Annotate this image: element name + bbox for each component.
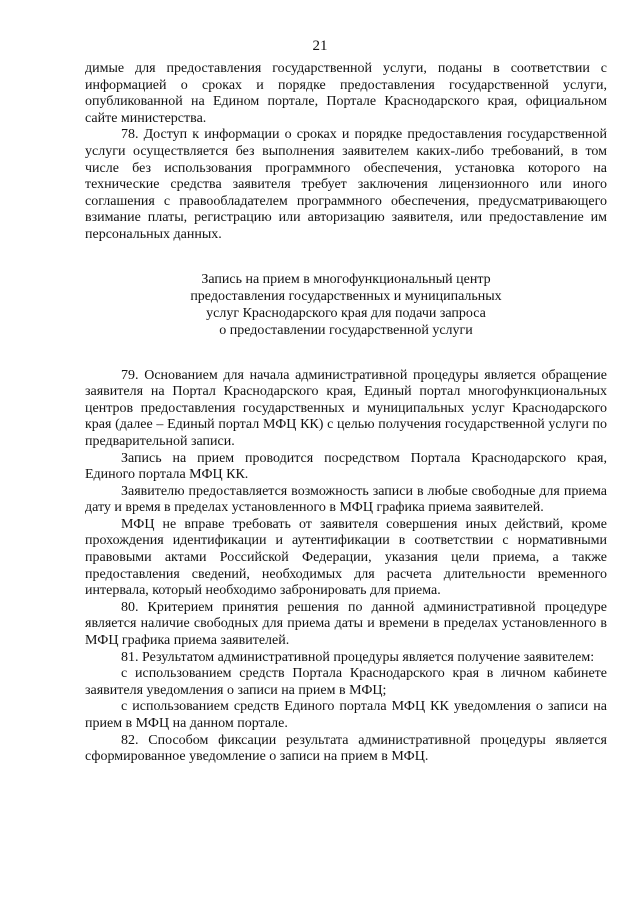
page-number: 21 (312, 38, 328, 54)
paragraph-82: 82. Способом фиксации результата административной процедуры является сформированное уведомление о записи на прием в МФЦ. (85, 732, 607, 765)
paragraph-79-appointment: Запись на прием проводится посредством Портала Краснодарского края, Единого портала МФЦ КК. (85, 450, 607, 483)
continuation-paragraph: димые для предоставления государственной услуги, поданы в соответствии с информацией о сроках и порядке предоставления государственной услуги, опубликованной на Едином портале, Портале Краснодарского края, официальном сайте министерства. (85, 61, 607, 126)
paragraph-80: 80. Критерием принятия решения по данной административной процедуре является наличие свободных для приема даты и времени в пределах установленного в МФЦ графика приема заявителей. (85, 599, 607, 649)
paragraph-81: 81. Результатом административной процедуры является получение заявителем: (121, 649, 595, 665)
paragraph-79-schedule: Заявителю предоставляется возможность записи в любые свободные для приема дату и время в пределах установленного в МФЦ графика приема заявителей. (85, 483, 607, 516)
section-title-line: Запись на прием в многофункциональный центр (201, 271, 491, 287)
section-title (85, 271, 607, 339)
paragraph-78: 78. Доступ к информации о сроках и порядке предоставления государственной услуги осуществляется без выполнения заявителем каких-либо требований, в том числе без использования программного обеспечения, установка которого на технические средства заявителя требует заключения лицензионного или иного соглашения с правообладателем программного обеспечения, предусматривающего взимание платы, регистрацию или авторизацию заявителя, или предоставление им персональных данных. (85, 127, 607, 242)
paragraph-79: 79. Основанием для начала административной процедуры является обращение заявителя на Портал Краснодарского края, Единый портал многофункциональных центров предоставления государственных и муниципальных услуг Краснодарского края (далее – Единый портал МФЦ КК) с целью получения государственной услуги по предварительной записи. (85, 367, 607, 449)
paragraph-81-portal-mfc: с использованием средств Единого портала МФЦ КК уведомления о записи на прием в МФЦ на данном портале. (85, 699, 607, 731)
section-title-line: услуг Краснодарского края для подачи запроса (206, 305, 486, 321)
section-title-line: предоставления государственных и муниципальных (190, 288, 502, 304)
document-body (85, 61, 607, 766)
paragraph-81-portal-kk: с использованием средств Портала Краснодарского края в личном кабинете заявителя уведомления о записи на прием в МФЦ; (85, 666, 607, 698)
section-title-line: о предоставлении государственной услуги (219, 322, 473, 338)
paragraph-79-restrictions: МФЦ не вправе требовать от заявителя совершения иных действий, кроме прохождения идентификации и аутентификации в соответствии с нормативными правовыми актами Российской Федерации, указания цели приема, а также предоставления сведений, необходимых для расчета длительности временного интервала, который необходимо забронировать для приема. (85, 516, 607, 599)
